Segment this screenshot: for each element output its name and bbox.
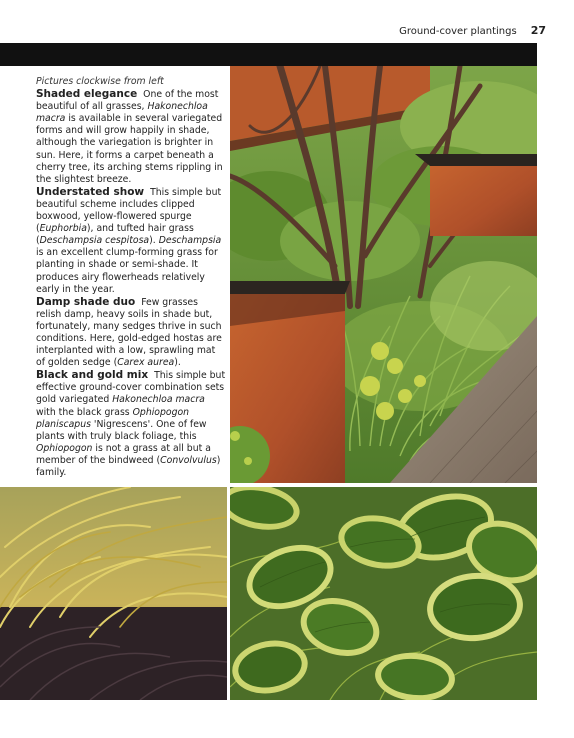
caption-latin: Ophiopogon [36, 442, 93, 454]
captions-intro: Pictures clockwise from left [36, 76, 164, 87]
caption-text: This simple but beautiful scheme includes clipped boxwood, yellow-flowered spurge ( [36, 186, 222, 235]
caption-text: This simple but effective ground-cover combination sets gold variegated [36, 370, 226, 406]
caption-latin: Carex aurea [117, 357, 175, 369]
caption-text: 'Nigrescens'. One of few plants with truly black foliage, this [36, 418, 207, 442]
caption-text: is an excellent clump-forming grass for planting in shade or semi-shade. It produces airy flowerheads relatively early in the year. [36, 247, 218, 295]
photo-corten-planters [230, 66, 537, 483]
caption-title: Shaded elegance [36, 88, 138, 101]
caption-text: One of the most beautiful of all grasses, [36, 89, 219, 113]
caption-text: ). [149, 235, 159, 247]
caption-title: Black and gold mix [36, 369, 149, 382]
running-head [0, 24, 546, 37]
caption-text: ) family. [36, 454, 221, 478]
caption-column [36, 76, 226, 479]
caption-latin: Hakonechloa macra [112, 394, 205, 406]
caption-latin: Deschampsia [158, 235, 222, 247]
caption-black-and-gold-mix [36, 369, 226, 479]
caption-text: is not a grass at all but a member of the bindweed ( [36, 442, 211, 466]
photo-black-and-gold-mix [0, 487, 227, 700]
caption-text: is available in several variegated forms and will grow happily in shade, although the variegation is brighter in sun. Here, it forms a carpet beneath a cherry tree, its arching stems rippling in the slightest breeze. [36, 113, 223, 185]
page-number: 27 [530, 24, 546, 37]
photo-damp-shade-duo [230, 487, 537, 700]
caption-title: Damp shade duo [36, 295, 136, 308]
header-bar [0, 43, 537, 66]
caption-shaded-elegance [36, 88, 226, 186]
caption-text: with the black grass [36, 406, 133, 418]
caption-latin: Ophiopogon planiscapus [36, 406, 190, 430]
caption-text: Few grasses relish damp, heavy soils in shade but, fortunately, many sedges thrive in such conditions. Here, gold-edged hostas are interplanted with a low, sprawling mat of golden sedge ( [36, 296, 222, 369]
caption-latin: Convolvulus [160, 454, 217, 466]
caption-title: Understated show [36, 185, 145, 198]
section-title: Ground-cover plantings [399, 26, 517, 37]
caption-latin: Deschampsia cespitosa [39, 235, 150, 247]
caption-understated-show [36, 186, 226, 296]
caption-text: ), and tufted hair grass ( [36, 223, 194, 247]
caption-text: ). [174, 357, 181, 369]
caption-damp-shade-duo [36, 296, 226, 370]
caption-latin: Euphorbia [39, 223, 87, 235]
caption-latin: Hakonechloa macra [36, 101, 208, 125]
